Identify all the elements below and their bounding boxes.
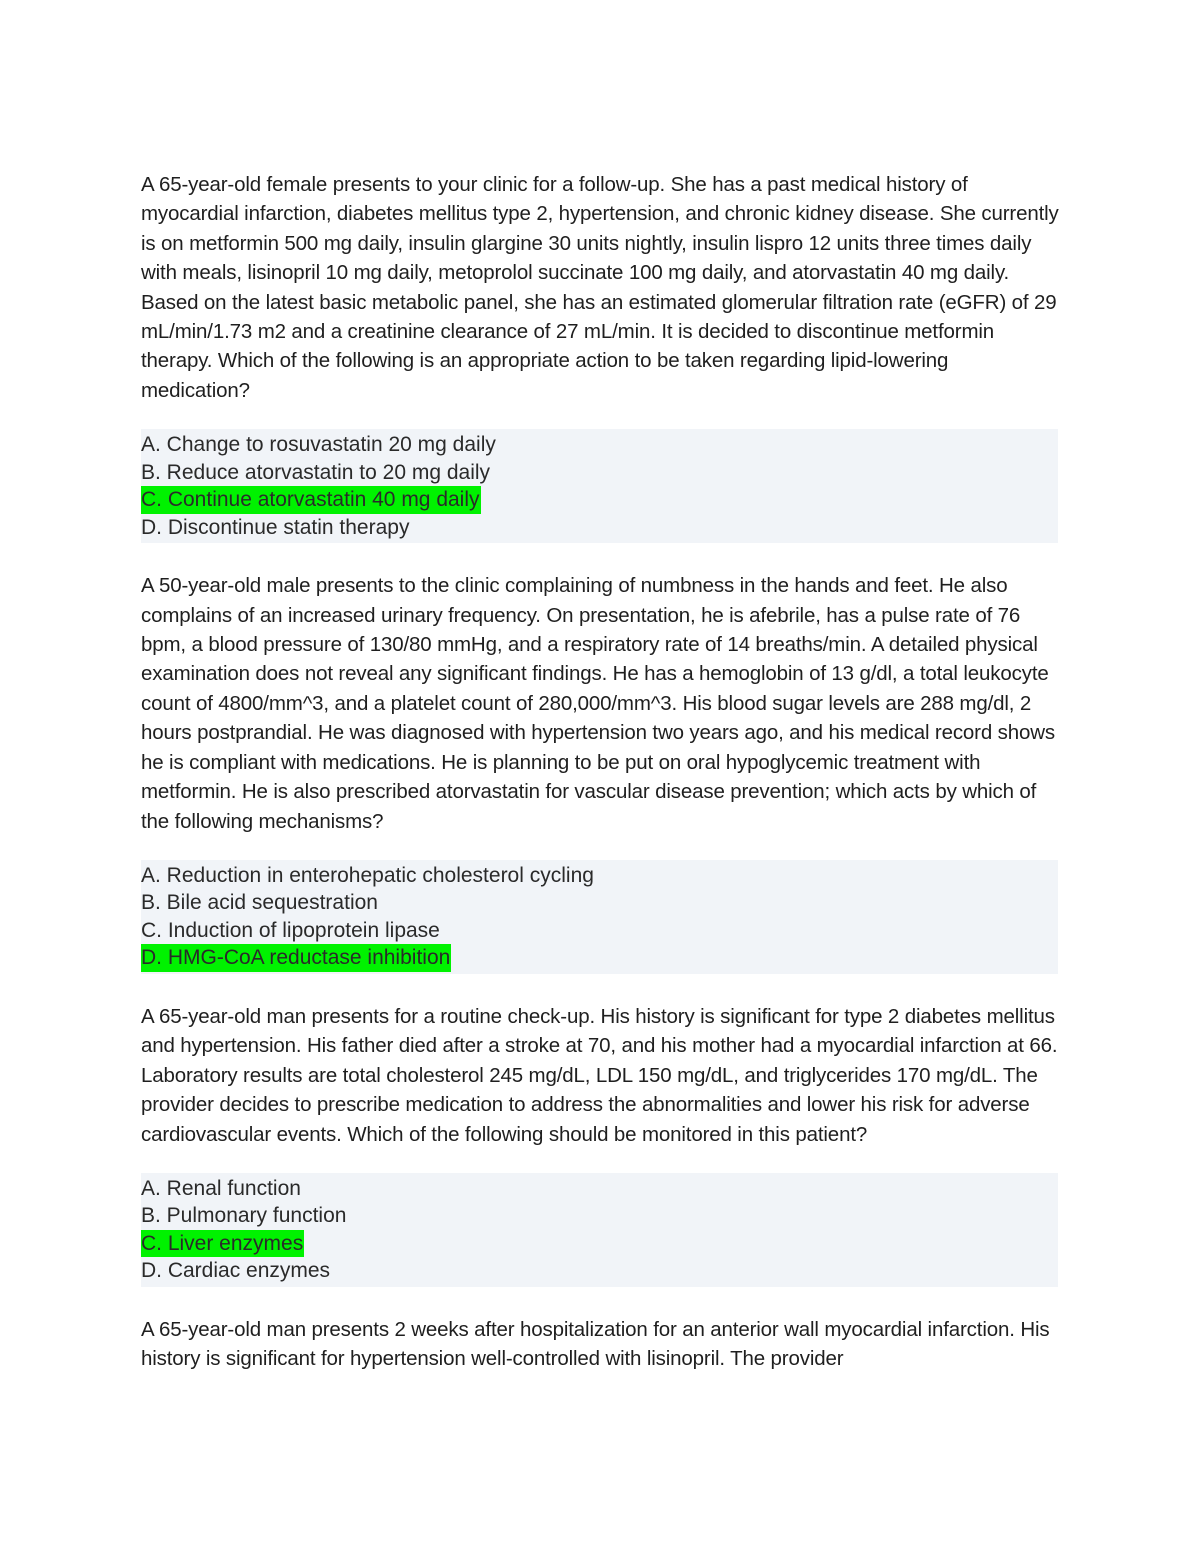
option-1c-correct-answer: C. Continue atorvastatin 40 mg daily — [141, 486, 1058, 514]
option-3d: D. Cardiac enzymes — [141, 1259, 331, 1283]
option-3c-correct-answer: C. Liver enzymes — [141, 1230, 1058, 1258]
question-2-options — [141, 860, 1058, 974]
option-2d-correct-answer: D. HMG-CoA reductase inhibition — [141, 944, 1058, 972]
question-4-text: A 65-year-old man presents 2 weeks after hospitalization for an anterior wall myocardial infarction. His history is significant for hypertension well-controlled with lisinopril. The provider — [141, 1317, 1050, 1371]
option-1b: B. Reduce atorvastatin to 20 mg daily — [141, 460, 491, 484]
question-2-text: A 50-year-old male presents to the clinic complaining of numbness in the hands and feet. He also complains of an increased urinary frequency. On presentation, he is afebrile, has a pulse rate of 76 bpm, a blood pressure of 130/80 mmHg, and a respiratory rate of 14 breaths/min. A detailed physical examination does not reveal any significant findings. He has a hemoglobin of 13 g/dl, a total leukocyte count of 4800/mm^3, and a platelet count of 280,000/mm^3. His blood sugar levels are 288 mg/dl, 2 hours postprandial. He was diagnosed with hypertension two years ago, and his medical record shows he is compliant with medications. He is planning to be put on oral hypoglycemic treatment with metformin. He is also prescribed atorvastatin for vascular disease prevention; which acts by which of the following mechanisms? — [141, 574, 1056, 833]
option-3b: B. Pulmonary function — [141, 1204, 347, 1228]
option-2b: B. Bile acid sequestration — [141, 891, 378, 915]
question-1-options — [141, 429, 1058, 543]
option-1d: D. Discontinue statin therapy — [141, 515, 410, 539]
document-page — [141, 170, 1061, 1374]
question-1-text: A 65-year-old female presents to your clinic for a follow-up. She has a past medical history of myocardial infarction, diabetes mellitus type 2, hypertension, and chronic kidney disease. She currently is on metformin 500 mg daily, insulin glargine 30 units nightly, insulin lispro 12 units three times daily with meals, lisinopril 10 mg daily, metoprolol succinate 100 mg daily, and atorvastatin 40 mg daily. Based on the latest basic metabolic panel, she has an estimated glomerular filtration rate (eGFR) of 29 mL/min/1.73 m2 and a creatinine clearance of 27 mL/min. It is decided to discontinue metformin therapy. Which of the following is an appropriate action to be taken regarding lipid-lowering medication? — [141, 173, 1059, 402]
option-3a: A. Renal function — [141, 1176, 301, 1200]
option-2c: C. Induction of lipoprotein lipase — [141, 918, 440, 942]
question-3-options — [141, 1173, 1058, 1287]
option-2a: A. Reduction in enterohepatic cholesterol cycling — [141, 863, 594, 887]
question-3-text: A 65-year-old man presents for a routine check-up. His history is significant for type 2 diabetes mellitus and hypertension. His father died after a stroke at 70, and his mother had a myocardial infarction at 66. Laboratory results are total cholesterol 245 mg/dL, LDL 150 mg/dL, and triglycerides 170 mg/dL. The provider decides to prescribe medication to address the abnormalities and lower his risk for adverse cardiovascular events. Which of the following should be monitored in this patient? — [141, 1004, 1058, 1146]
option-1a: A. Change to rosuvastatin 20 mg daily — [141, 433, 496, 457]
